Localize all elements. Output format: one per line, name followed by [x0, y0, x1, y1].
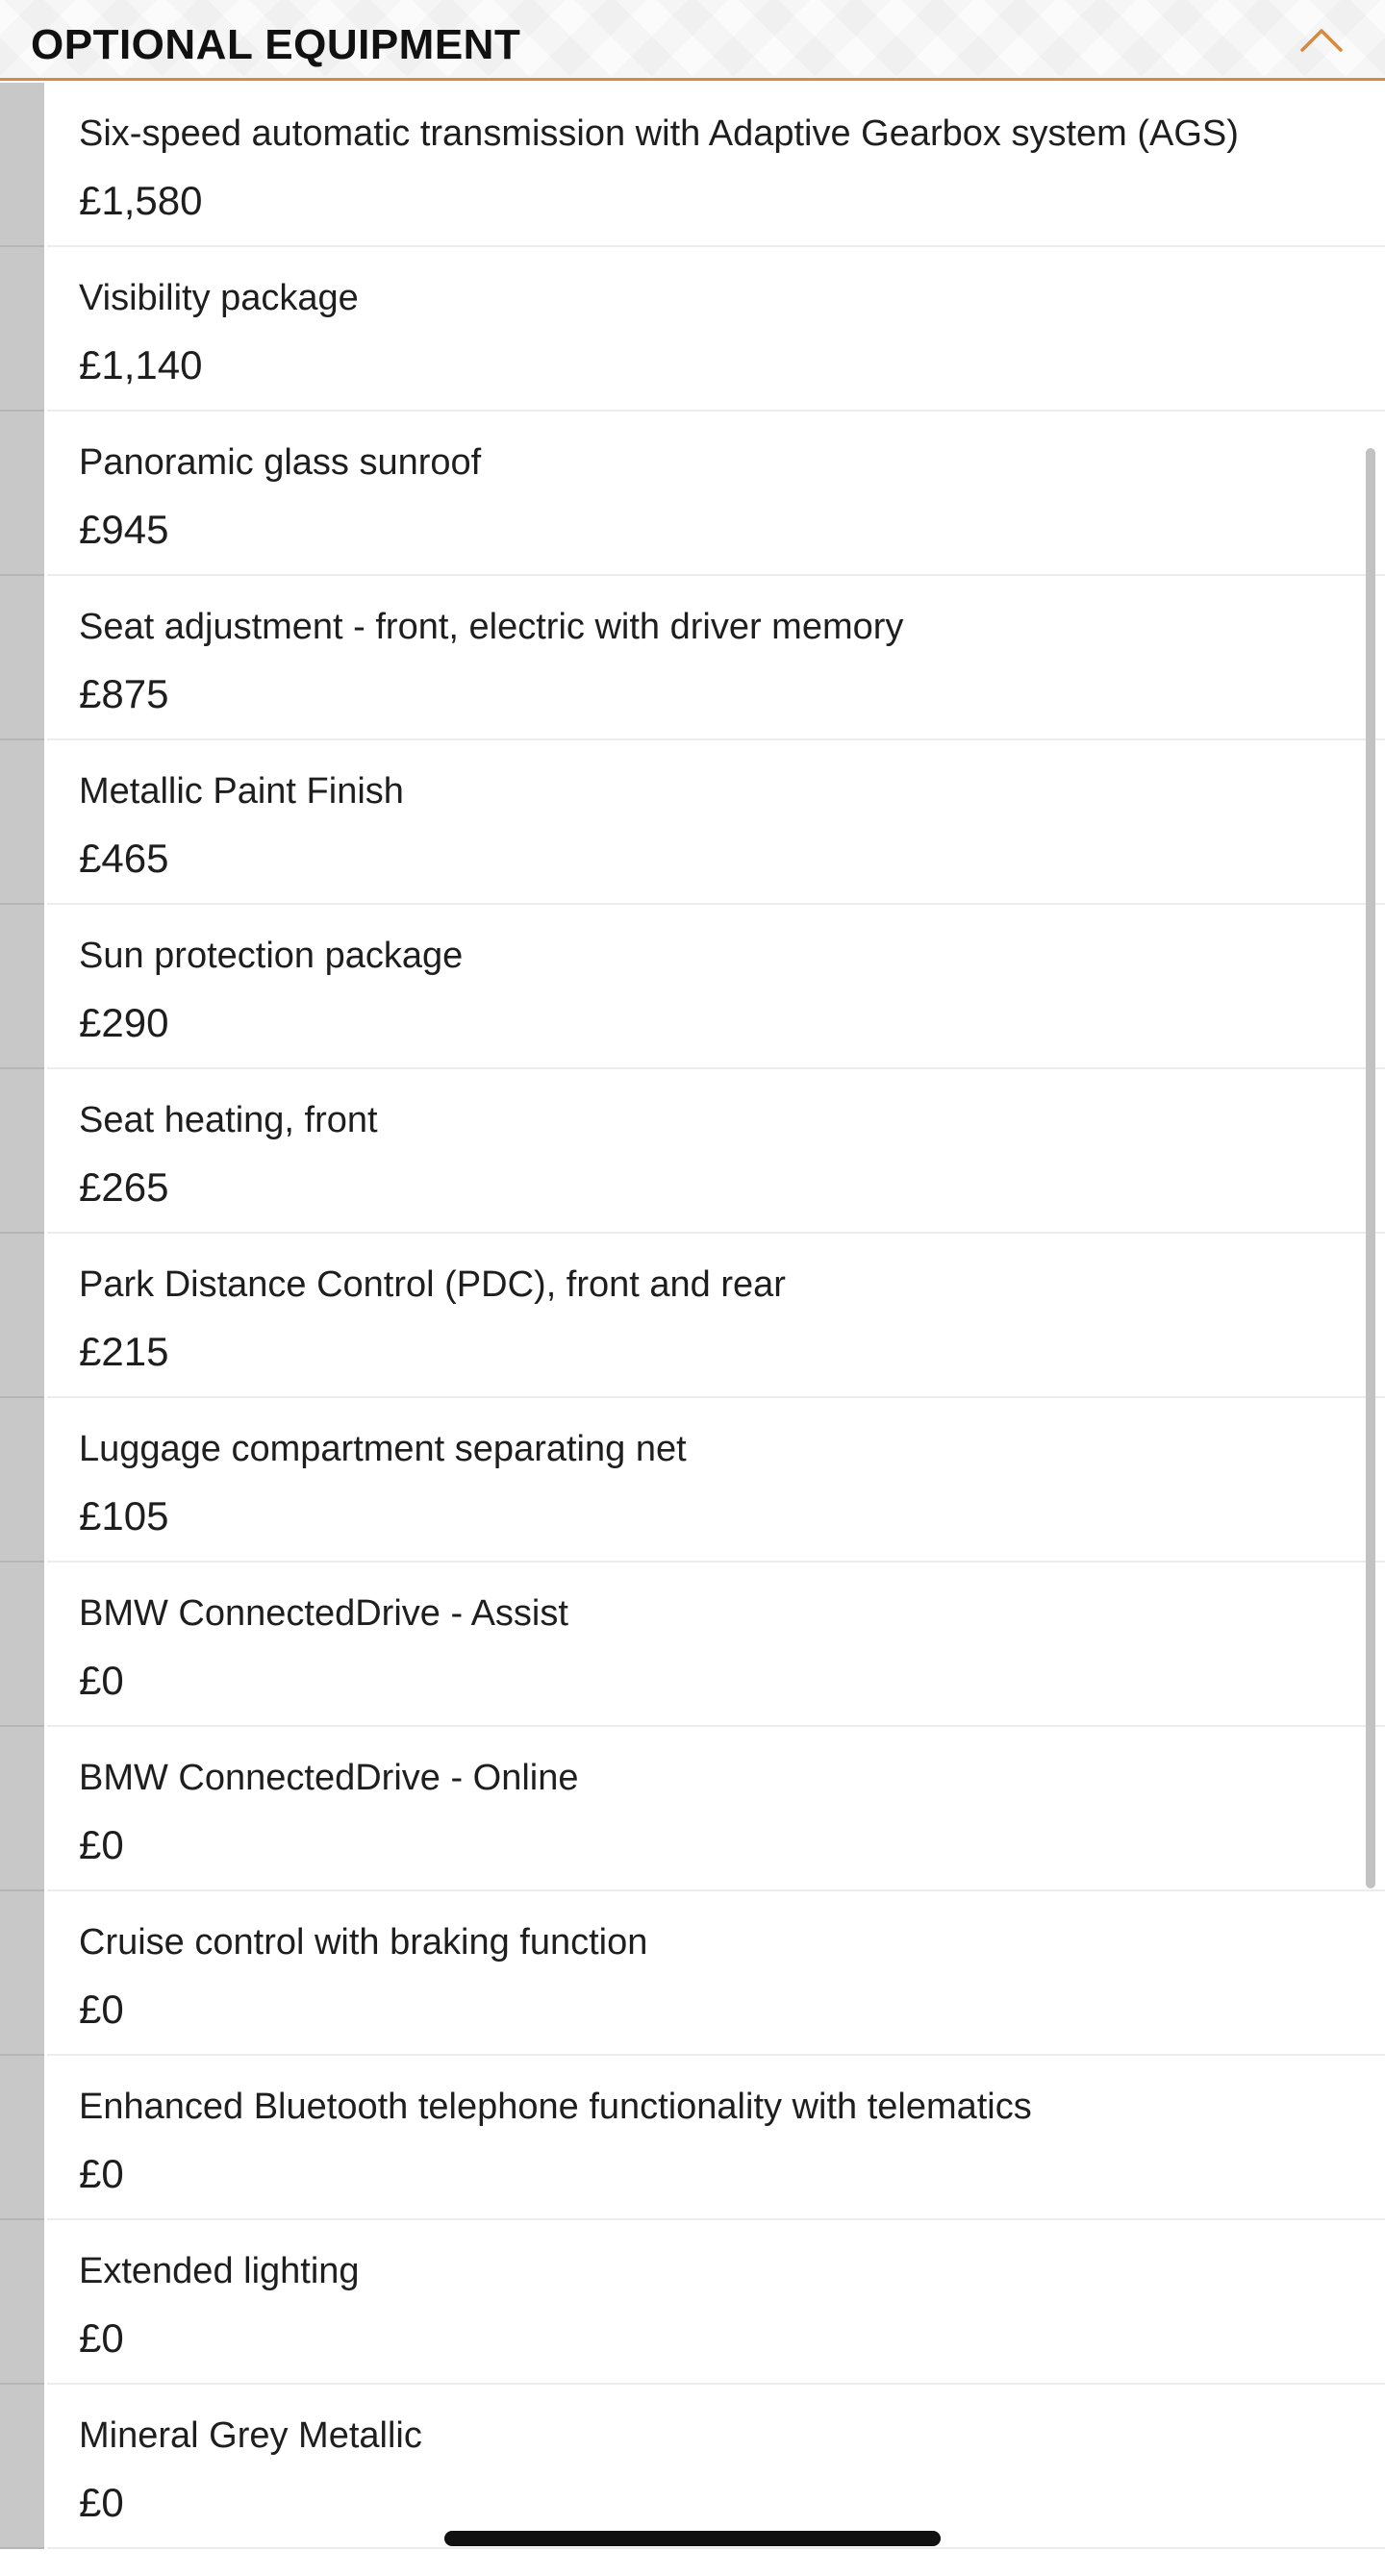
list-item	[0, 1563, 1385, 1727]
item-accent-bar	[0, 2385, 44, 2549]
item-accent-bar	[0, 740, 44, 905]
list-item	[0, 1069, 1385, 1234]
list-item	[0, 2385, 1385, 2549]
list-item	[0, 2220, 1385, 2385]
item-name: Cruise control with braking function	[79, 1922, 648, 1963]
item-accent-bar	[0, 1069, 44, 1234]
item-name: Extended lighting	[79, 2251, 360, 2291]
list-item	[0, 905, 1385, 1069]
item-accent-bar	[0, 905, 44, 1069]
item-price: £215	[79, 1329, 169, 1374]
item-accent-bar	[0, 247, 44, 412]
item-price: £875	[79, 671, 169, 716]
list-item	[0, 2056, 1385, 2220]
collapse-button[interactable]	[1293, 19, 1350, 62]
item-name: Enhanced Bluetooth telephone functionality with telematics	[79, 2087, 1032, 2127]
item-accent-bar	[0, 1727, 44, 1891]
item-price: £0	[79, 1822, 124, 1867]
item-name: Sun protection package	[79, 936, 464, 976]
section-title: OPTIONAL EQUIPMENT	[31, 21, 521, 68]
list-item	[0, 740, 1385, 905]
item-name: Visibility package	[79, 278, 359, 318]
item-name: Luggage compartment separating net	[79, 1429, 687, 1469]
item-name: Seat heating, front	[79, 1100, 378, 1140]
item-accent-bar	[0, 1563, 44, 1727]
item-accent-bar	[0, 412, 44, 576]
item-price: £105	[79, 1493, 169, 1538]
item-accent-bar	[0, 2220, 44, 2385]
item-price: £465	[79, 836, 169, 881]
item-accent-bar	[0, 1398, 44, 1563]
item-price: £0	[79, 2151, 124, 2196]
home-indicator[interactable]	[444, 2531, 941, 2546]
item-name: Panoramic glass sunroof	[79, 442, 482, 483]
item-name: Park Distance Control (PDC), front and rear	[79, 1264, 786, 1305]
item-price: £290	[79, 1000, 169, 1045]
item-price: £0	[79, 2315, 124, 2361]
item-name: Seat adjustment - front, electric with driver memory	[79, 607, 904, 647]
list-item	[0, 1727, 1385, 1891]
item-price: £0	[79, 2480, 124, 2525]
item-price: £0	[79, 1658, 124, 1703]
list-item	[0, 247, 1385, 412]
item-accent-bar	[0, 1891, 44, 2056]
item-name: BMW ConnectedDrive - Online	[79, 1758, 579, 1798]
item-price: £0	[79, 1987, 124, 2032]
item-price: £1,140	[79, 342, 203, 388]
item-price: £1,580	[79, 178, 203, 223]
list-item	[0, 576, 1385, 740]
list-item	[0, 412, 1385, 576]
item-accent-bar	[0, 83, 44, 247]
item-name: Mineral Grey Metallic	[79, 2415, 422, 2456]
item-name: Metallic Paint Finish	[79, 771, 404, 812]
list-item	[0, 83, 1385, 247]
item-price: £265	[79, 1164, 169, 1210]
item-accent-bar	[0, 576, 44, 740]
chevron-up-icon	[1293, 19, 1350, 62]
item-price: £945	[79, 507, 169, 552]
list-item	[0, 1398, 1385, 1563]
item-accent-bar	[0, 1234, 44, 1398]
section-header[interactable]	[0, 0, 1385, 81]
item-name: BMW ConnectedDrive - Assist	[79, 1593, 568, 1634]
scrollbar[interactable]	[1366, 448, 1375, 1888]
list-item	[0, 1234, 1385, 1398]
equipment-list	[0, 83, 1385, 2549]
list-item	[0, 1891, 1385, 2056]
item-accent-bar	[0, 2056, 44, 2220]
item-name: Six-speed automatic transmission with Adaptive Gearbox system (AGS)	[79, 113, 1239, 154]
